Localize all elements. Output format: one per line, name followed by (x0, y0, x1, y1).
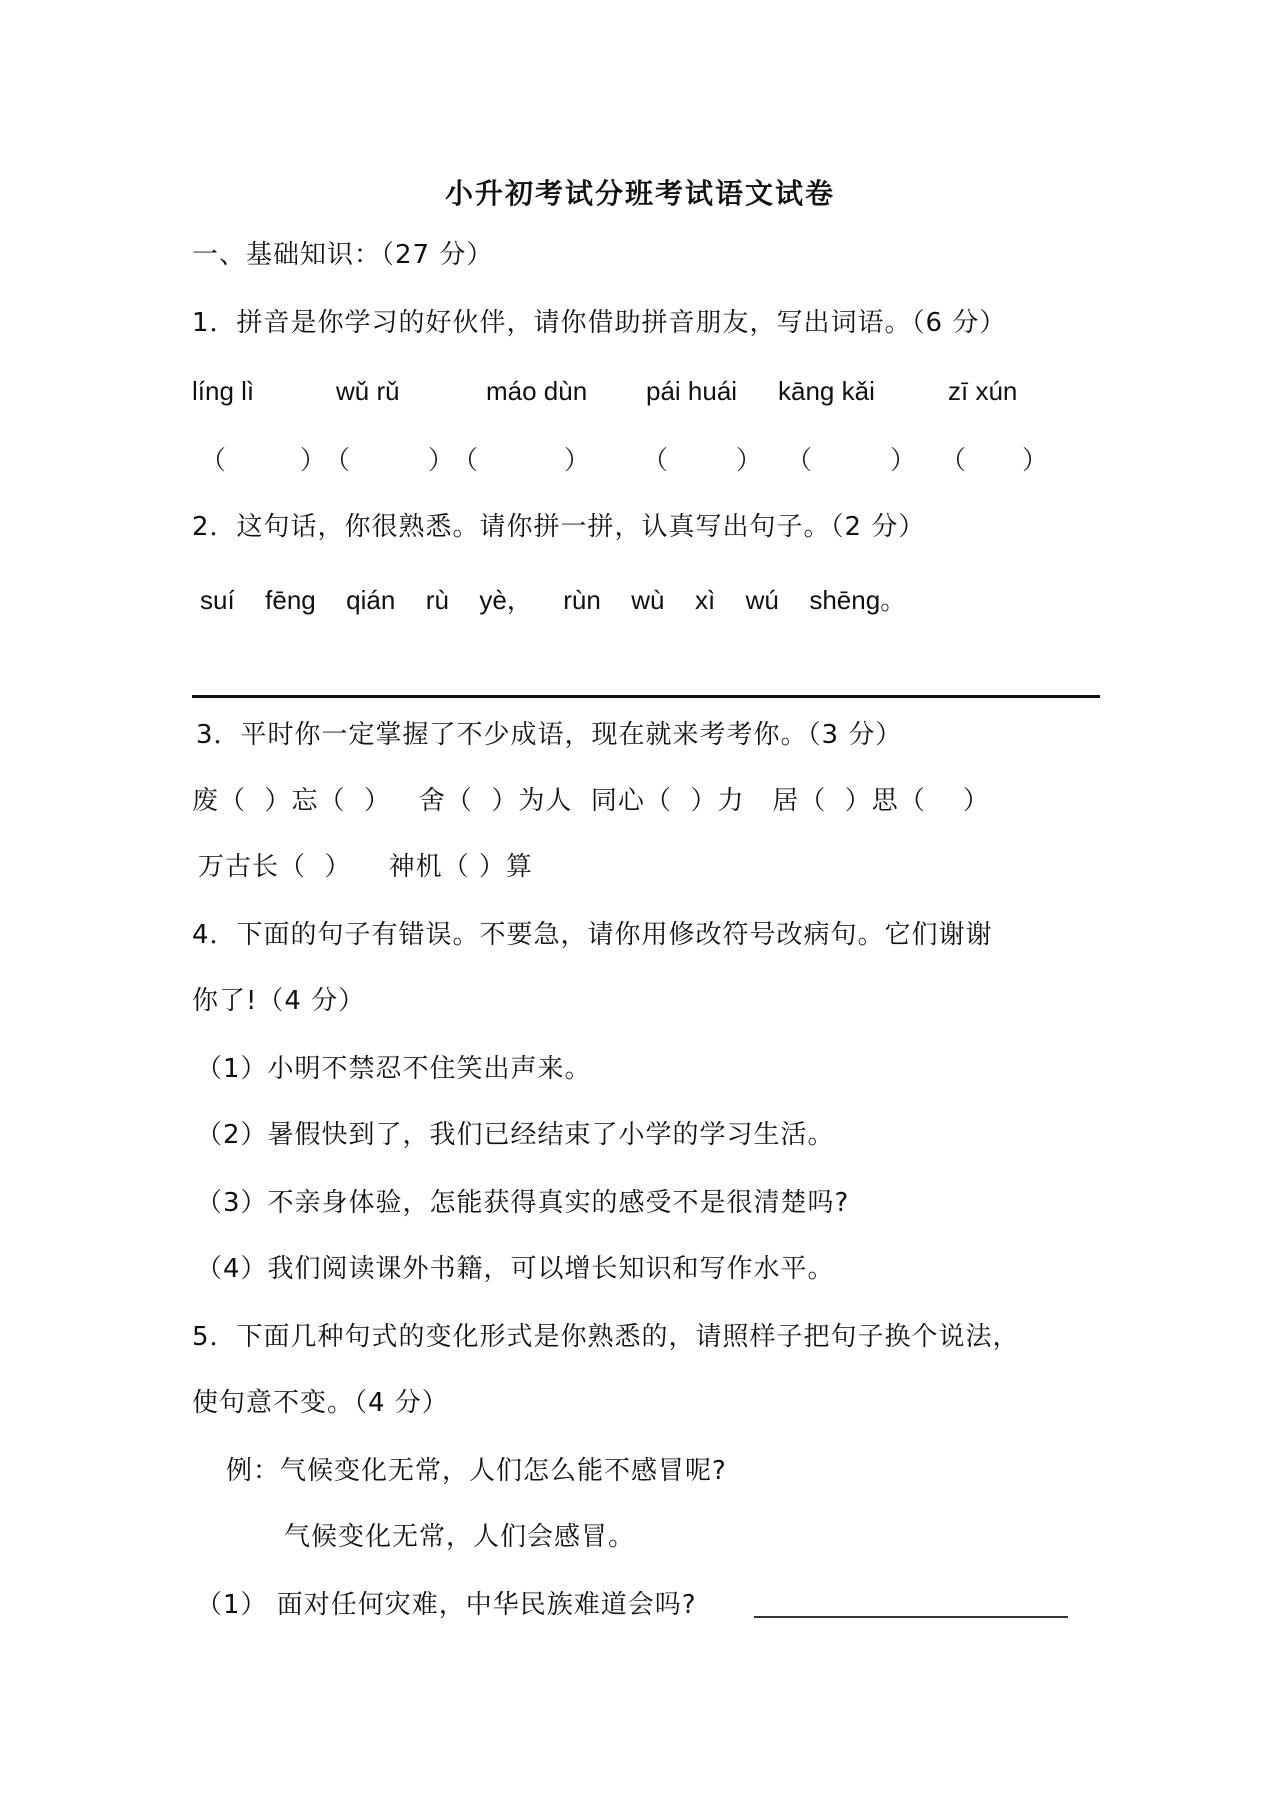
q4-item: （2）暑假快到了，我们已经结束了小学的学习生活。 (196, 1120, 835, 1150)
blank-close: ） (890, 445, 917, 475)
blank-open: （ (642, 445, 669, 475)
pinyin-word: máo dùn (486, 376, 588, 406)
q5-item1-answer-blank[interactable] (754, 1616, 1068, 1618)
q5-prompt-line2: 使句意不变。（4 分） (192, 1388, 449, 1418)
q3-prompt: 3．平时你一定掌握了不少成语，现在就来考考你。（3 分） (196, 720, 903, 750)
blank-close: ） (564, 445, 591, 475)
blank-close: ） (300, 445, 327, 475)
blank-close: ） (736, 445, 763, 475)
q4-item: （4）我们阅读课外书籍，可以增长知识和写作水平。 (196, 1254, 835, 1284)
blank-open: （ (324, 445, 351, 475)
q5-prompt-line1: 5．下面几种句式的变化形式是你熟悉的，请照样子把句子换个说法， (192, 1322, 1020, 1352)
q4-prompt-line2: 你了!（4 分） (192, 986, 366, 1016)
blank-close: ） (428, 445, 455, 475)
blank-open: （ (786, 445, 813, 475)
q5-example-answer: 气候变化无常，人们会感冒。 (284, 1522, 636, 1552)
q2-pinyin-sentence: suí fēng qián rù yè， rùn wù xì wú shēng。 (200, 585, 907, 615)
exam-title: 小升初考试分班考试语文试卷 (444, 177, 835, 210)
q3-idioms-line2: 万古长（ ） 神机（ ）算 (198, 852, 533, 882)
q1-answer-blanks (0, 440, 1280, 474)
pinyin-word: kāng kǎi (778, 376, 875, 406)
q3-idioms-line1: 废（ ）忘（ ） 舍（ ）为人 同心（ ）力 居（ ）思（ ） (192, 786, 990, 816)
pinyin-word: wǔ rǔ (336, 376, 400, 406)
q5-item: （1） 面对任何灾难，中华民族难道会吗? (196, 1590, 697, 1620)
q4-prompt-line1: 4．下面的句子有错误。不要急，请你用修改符号改病句。它们谢谢 (192, 920, 993, 950)
blank-open: （ (452, 445, 479, 475)
pinyin-word: líng lì (192, 376, 255, 406)
pinyin-word: pái huái (646, 376, 738, 406)
q1-pinyin-row (0, 376, 1280, 410)
q4-item: （1）小明不禁忍不住笑出声来。 (196, 1054, 592, 1084)
q4-item: （3）不亲身体验，怎能获得真实的感受不是很清楚吗? (196, 1188, 850, 1218)
q2-prompt: 2．这句话，你很熟悉。请你拼一拼，认真写出句子。（2 分） (192, 512, 926, 542)
pinyin-word: zī xún (948, 376, 1018, 406)
q5-example-question: 例：气候变化无常，人们怎么能不感冒呢? (226, 1456, 727, 1486)
section-heading: 一、基础知识：（27 分） (192, 240, 494, 270)
q1-prompt: 1．拼音是你学习的好伙伴，请你借助拼音朋友，写出词语。（6 分） (192, 308, 1007, 338)
blank-open: （ (940, 445, 967, 475)
blank-close: ） (1022, 445, 1049, 475)
q2-answer-line[interactable] (192, 695, 1100, 698)
blank-open: （ (200, 445, 227, 475)
